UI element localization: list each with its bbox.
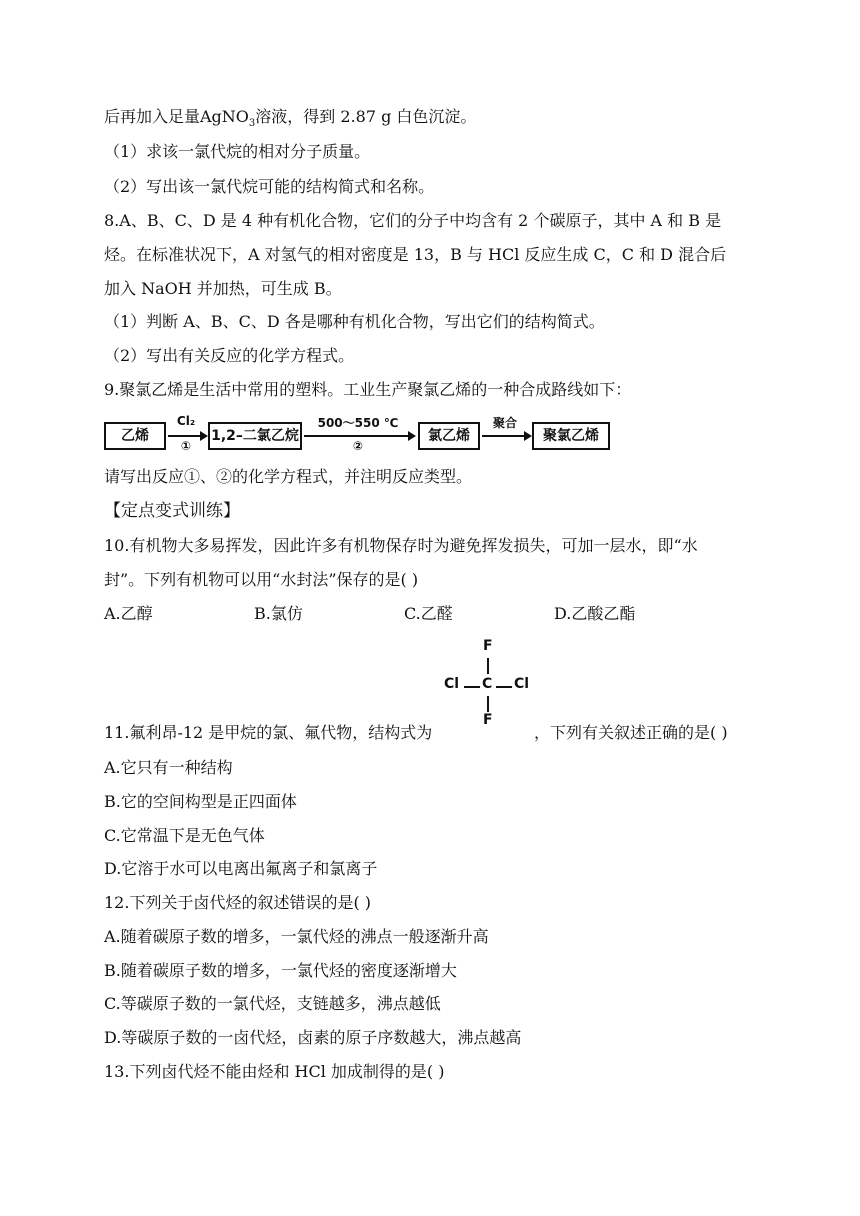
subscript: 3: [248, 118, 256, 130]
q12-option-a: A.随着碳原子数的增多，一氯代烃的沸点一般逐渐升高: [104, 927, 489, 946]
atom-f-top: F: [483, 638, 493, 654]
q11-option-b: B.它的空间构型是正四面体: [104, 792, 297, 811]
q11-stem-left: 11.氟利昂-12 是甲烷的氯、氟代物，结构式为: [104, 723, 433, 742]
section-heading: 【定点变式训练】: [104, 501, 240, 521]
q8-line3: 加入 NaOH 并加热，可生成 B。: [104, 279, 342, 298]
freon-structural-formula: [440, 636, 540, 730]
box-ethylene: 乙烯: [104, 422, 166, 450]
q11-option-a: A.它只有一种结构: [104, 758, 233, 777]
synthesis-route-diagram: [104, 414, 624, 462]
arrow-3: [482, 435, 530, 437]
arrow-1: [168, 435, 206, 437]
bond-bottom: [487, 696, 489, 712]
arrow-1-below: ①: [180, 439, 192, 453]
q9-line1: 9.聚氯乙烯是生活中常用的塑料。工业生产聚氯乙烯的一种合成路线如下：: [104, 380, 632, 399]
q12-stem: 12.下列关于卤代烃的叙述错误的是( ): [104, 893, 372, 912]
q10-line1: 10.有机物大多易挥发，因此许多有机物保存时为避免挥发损失，可加一层水，即“水: [104, 536, 698, 555]
text-part: 后再加入足量AgNO: [104, 107, 249, 126]
bond-right: [496, 686, 512, 688]
text-part: 溶液，得到 2.87 g 白色沉淀。: [255, 107, 477, 126]
atom-cl-right: Cl: [514, 676, 530, 692]
bond-top: [487, 658, 489, 674]
q10-line2: 封”。下列有机物可以用“水封法”保存的是( ): [104, 570, 419, 589]
box-dichloroethane: 1,2–二氯乙烷: [208, 422, 302, 450]
q11-option-d: D.它溶于水可以电离出氟离子和氯离子: [104, 859, 378, 878]
q7-part2: （2）写出该一氯代烷可能的结构简式和名称。: [104, 177, 435, 196]
bond-left: [464, 686, 480, 688]
arrow-2: [304, 435, 414, 437]
q13-stem: 13.下列卤代烃不能由烃和 HCl 加成制得的是( ): [104, 1062, 445, 1081]
atom-c-center: C: [482, 676, 493, 692]
q9-line2: 请写出反应①、②的化学方程式，并注明反应类型。: [104, 467, 473, 486]
atom-f-bottom: F: [483, 712, 493, 728]
option-b: B.氯仿: [254, 604, 303, 623]
arrow-3-above: 聚合: [492, 416, 517, 430]
q11-option-c: C.它常温下是无色气体: [104, 826, 265, 845]
box-vinyl-chloride: 氯乙烯: [418, 422, 480, 450]
q11-stem-right: ，下列有关叙述正确的是( ): [534, 723, 728, 742]
q12-option-d: D.等碳原子数的一卤代烃，卤素的原子序数越大，沸点越高: [104, 1028, 522, 1047]
option-a: A.乙醇: [104, 604, 153, 623]
q12-option-c: C.等碳原子数的一氯代烃，支链越多，沸点越低: [104, 994, 441, 1013]
q8-line1: 8.A、B、C、D 是 4 种有机化合物，它们的分子中均含有 2 个碳原子，其中 A 和 B 是: [104, 211, 722, 230]
arrow-1-above: Cl₂: [176, 414, 196, 428]
q8-part1: （1）判断 A、B、C、D 各是哪种有机化合物，写出它们的结构简式。: [104, 312, 605, 331]
q8-line2: 烃。在标准状况下，A 对氢气的相对密度是 13，B 与 HCl 反应生成 C，C 和 D 混合后: [104, 245, 727, 264]
option-d: D.乙酸乙酯: [554, 604, 636, 623]
arrow-2-below: ②: [352, 439, 364, 453]
q7-text-continued: [104, 106, 776, 135]
q12-option-b: B.随着碳原子数的增多，一氯代烃的密度逐渐增大: [104, 961, 457, 980]
box-pvc: 聚氯乙烯: [532, 422, 610, 450]
arrow-2-above: 500～550 ℃: [317, 416, 399, 430]
q7-part1: （1）求该一氯代烷的相对分子质量。: [104, 142, 371, 161]
option-c: C.乙醛: [404, 604, 453, 623]
atom-cl-left: Cl: [444, 676, 460, 692]
q8-part2: （2）写出有关反应的化学方程式。: [104, 346, 355, 365]
